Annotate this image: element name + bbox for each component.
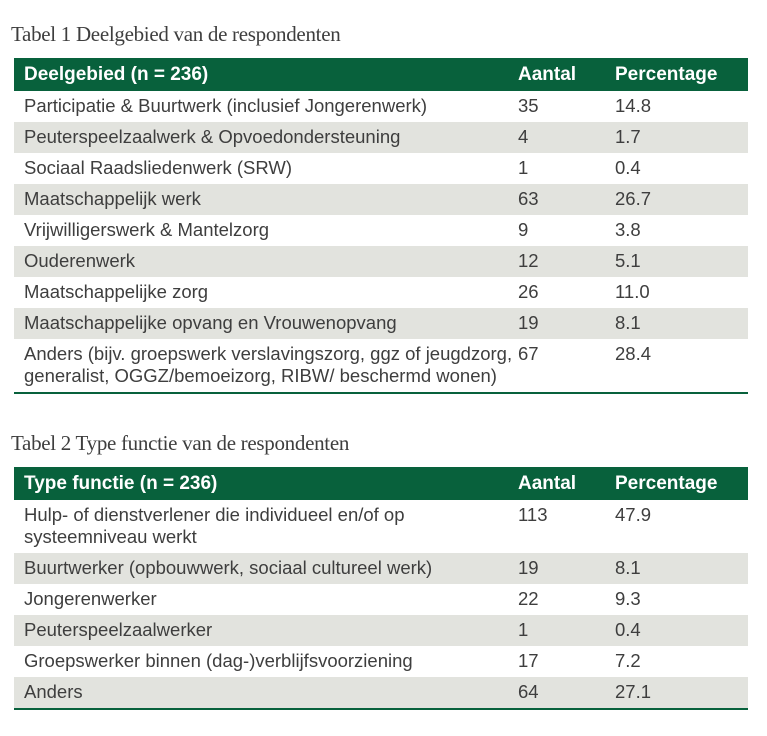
row-percentage: 8.1 (615, 557, 641, 578)
row-label: Vrijwilligerswerk & Mantelzorg (24, 219, 270, 240)
table-row (14, 122, 748, 153)
row-aantal: 113 (518, 504, 548, 525)
row-percentage: 0.4 (615, 157, 641, 178)
row-percentage: 9.3 (615, 588, 641, 609)
row-label: Hulp- of dienstverlener die individueel en/of op systeemniveau werkt (24, 504, 405, 547)
table1-caption: Tabel 1 Deelgebied van de respondenten (11, 22, 341, 46)
row-percentage: 0.4 (615, 619, 641, 640)
table-row (14, 339, 748, 393)
row-label: Jongerenwerker (24, 588, 157, 609)
row-aantal: 19 (518, 557, 539, 578)
table-row (14, 91, 748, 122)
row-aantal: 63 (518, 188, 539, 209)
table1-body (14, 91, 748, 393)
row-percentage: 8.1 (615, 312, 641, 333)
table-row (14, 277, 748, 308)
row-percentage: 27.1 (615, 681, 652, 702)
row-label: Maatschappelijke zorg (24, 281, 209, 302)
table-row (14, 184, 748, 215)
row-aantal: 17 (518, 650, 539, 671)
row-aantal: 64 (518, 681, 539, 702)
row-percentage: 14.8 (615, 95, 652, 116)
row-aantal: 4 (518, 126, 529, 147)
table1-header-row (14, 58, 748, 91)
table2-caption: Tabel 2 Type functie van de respondenten (11, 431, 350, 455)
row-aantal: 35 (518, 95, 539, 116)
table2-col-header-type-functie: Type functie (n = 236) (14, 467, 518, 500)
row-aantal: 22 (518, 588, 539, 609)
row-label: Anders (bijv. groepswerk verslavingszorg, ggz of jeugdzorg, generalist, OGGZ/bemoeizorg, RIBW/ beschermd wonen) (24, 343, 513, 386)
row-label: Sociaal Raadsliedenwerk (SRW) (24, 157, 293, 178)
table-row (14, 215, 748, 246)
table-row (14, 584, 748, 615)
table2-section (11, 430, 748, 710)
row-percentage: 26.7 (615, 188, 652, 209)
row-aantal: 67 (518, 343, 539, 364)
row-aantal: 1 (518, 619, 529, 640)
table-row (14, 615, 748, 646)
table-row (14, 308, 748, 339)
row-aantal: 26 (518, 281, 539, 302)
row-label: Buurtwerker (opbouwwerk, sociaal cultureel werk) (24, 557, 433, 578)
row-label: Peuterspeelzaalwerk & Opvoedondersteuning (24, 126, 401, 147)
table1-head (14, 58, 748, 91)
table2-col-header-aantal: Aantal (518, 467, 615, 500)
row-label: Participatie & Buurtwerk (inclusief Jongerenwerk) (24, 95, 428, 116)
row-label: Groepswerker binnen (dag-)verblijfsvoorziening (24, 650, 413, 671)
table-row (14, 500, 748, 553)
row-aantal: 19 (518, 312, 539, 333)
table1-col-header-aantal: Aantal (518, 58, 615, 91)
table-row (14, 677, 748, 709)
table2-header-row (14, 467, 748, 500)
row-label: Maatschappelijke opvang en Vrouwenopvang (24, 312, 397, 333)
table1-deelgebied (14, 58, 748, 394)
table2-body (14, 500, 748, 709)
row-label: Maatschappelijk werk (24, 188, 201, 209)
table2-col-header-percentage: Percentage (615, 467, 748, 500)
row-percentage: 7.2 (615, 650, 641, 671)
row-aantal: 12 (518, 250, 539, 271)
row-aantal: 1 (518, 157, 529, 178)
row-percentage: 5.1 (615, 250, 641, 271)
row-percentage: 28.4 (615, 343, 652, 364)
row-label: Anders (24, 681, 83, 702)
table-row (14, 246, 748, 277)
table1-col-header-deelgebied: Deelgebied (n = 236) (14, 58, 518, 91)
row-percentage: 1.7 (615, 126, 641, 147)
row-aantal: 9 (518, 219, 529, 240)
row-label: Ouderenwerk (24, 250, 136, 271)
table1-col-header-percentage: Percentage (615, 58, 748, 91)
table-row (14, 153, 748, 184)
table1-section (11, 21, 748, 394)
row-label: Peuterspeelzaalwerker (24, 619, 213, 640)
table-row (14, 553, 748, 584)
row-percentage: 11.0 (615, 281, 650, 302)
table-row (14, 646, 748, 677)
table2-head (14, 467, 748, 500)
row-percentage: 3.8 (615, 219, 641, 240)
row-percentage: 47.9 (615, 504, 652, 525)
table2-type-functie (14, 467, 748, 710)
